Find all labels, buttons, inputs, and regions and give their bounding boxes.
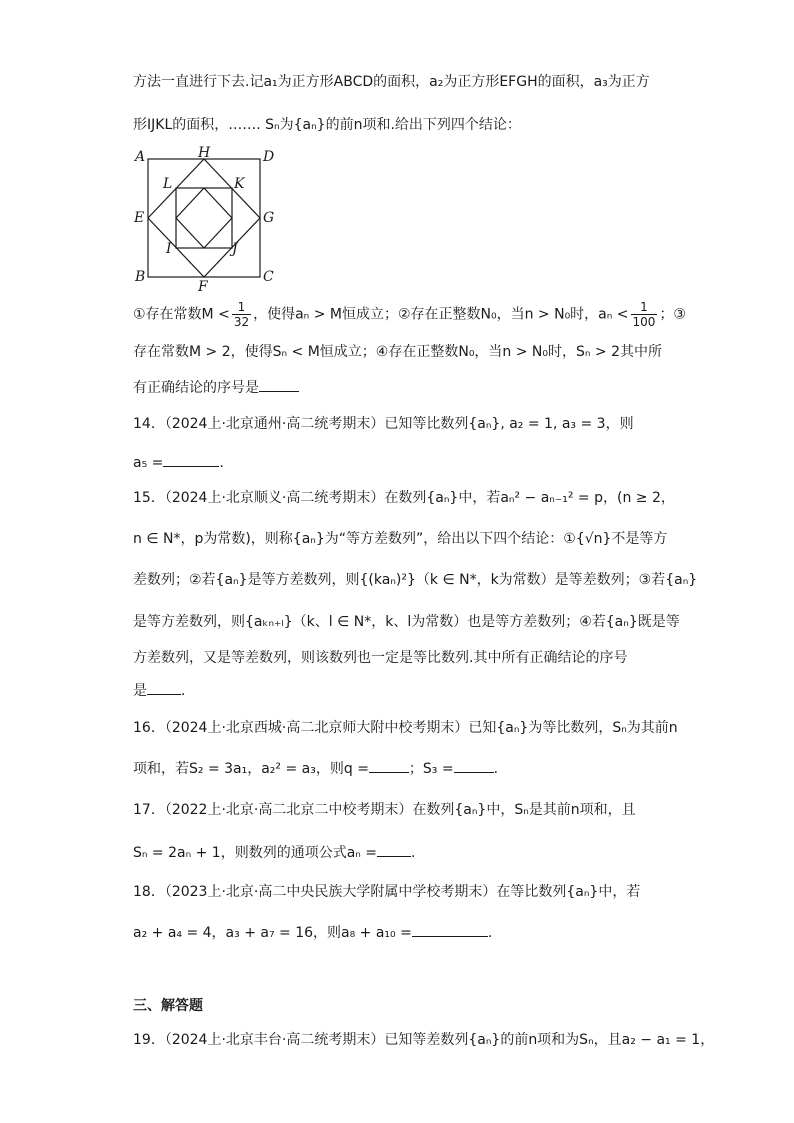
q14-answer-blank[interactable] [163, 452, 219, 467]
q16-answer-blank-s3[interactable] [454, 758, 494, 773]
label-F: F [198, 279, 208, 293]
q17-answer-blank[interactable] [377, 842, 411, 857]
q17-line-2: Sₙ = 2aₙ + 1，则数列的通项公式aₙ = . [133, 842, 673, 863]
q19-line-1: 19．（2024上·北京丰台·高二统考期末）已知等差数列{aₙ}的前n项和为Sₙ，且a₂ − a₁ = 1， [133, 1032, 715, 1048]
label-J: J [232, 241, 238, 257]
label-C: C [263, 269, 274, 285]
label-H: H [198, 145, 211, 161]
label-A: A [135, 149, 146, 165]
q16-answer-blank-q[interactable] [369, 758, 409, 773]
label-K: K [234, 176, 245, 192]
q15-line-2: n ∈ N*，p为常数)，则称{aₙ}为“等方差数列”，给出以下四个结论：①{√n}不是等方 [133, 531, 668, 547]
label-B: B [135, 269, 146, 285]
q15-line-1: 15．（2024上·北京顺义·高二统考期末）在数列{aₙ}中，若aₙ² − aₙ₋₁² = p，(n ≥ 2， [133, 490, 675, 506]
nested-squares-figure [128, 143, 288, 293]
label-E: E [134, 210, 145, 226]
q14-line-2: a₅ = . [133, 452, 673, 473]
q15-answer-blank[interactable] [147, 680, 181, 695]
q15-line-5: 方差数列，又是等差数列，则该数列也一定是等比数列.其中所有正确结论的序号 [133, 650, 628, 666]
intro-line-1: 方法一直进行下去.记a₁为正方形ABCD的面积，a₂为正方形EFGH的面积，a₃为正方 [133, 74, 650, 90]
label-L: L [163, 176, 173, 192]
q14-line-1: 14．（2024上·北京通州·高二统考期末）已知等比数列{aₙ}, a₂ = 1, a₃ = 3，则 [133, 416, 634, 432]
section-title-answer-questions: 三、解答题 [133, 998, 203, 1014]
label-G: G [263, 210, 275, 226]
label-D: D [263, 149, 275, 165]
label-I: I [166, 241, 172, 257]
q13-line-2: 存在常数M > 2，使得Sₙ < M恒成立；④存在正整数N₀，当n > N₀时，Sₙ > 2其中所 [133, 344, 663, 360]
q13-answer-blank[interactable] [259, 377, 299, 392]
q15-line-4: 是等方差数列，则{aₖₙ₊ₗ}（k、l ∈ N*，k、l为常数）也是等方差数列；④若{aₙ}既是等 [133, 614, 680, 630]
q15-line-3: 差数列；②若{aₙ}是等方差数列，则{(kaₙ)²}（k ∈ N*，k为常数）是等差数列；③若{aₙ} [133, 572, 698, 588]
intro-line-2: 形IJKL的面积，……. Sₙ为{aₙ}的前n项和.给出下列四个结论： [133, 117, 521, 133]
q13-line-1: ①存在常数M < $\frac{1}{32}$ ，使得aₙ > M恒成立；②存在正整数N₀，当n > N₀时，aₙ < $\frac{1}{100}$ ；③ [133, 300, 686, 329]
q18-line-1: 18．（2023上·北京·高二中央民族大学附属中学校考期末）在等比数列{aₙ}中，若 [133, 884, 641, 900]
q16-line-2: 项和，若S₂ = 3a₁，a₂² = a₃，则q = ；S₃ = . [133, 758, 673, 779]
q13-line-3: 有正确结论的序号是 [133, 377, 673, 398]
q18-answer-blank[interactable] [412, 922, 488, 937]
q17-line-1: 17．（2022上·北京·高二北京二中校考期末）在数列{aₙ}中，Sₙ是其前n项和，且 [133, 802, 636, 818]
q18-line-2: a₂ + a₄ = 4，a₃ + a₇ = 16，则a₈ + a₁₀ = . [133, 922, 673, 943]
q16-line-1: 16．（2024上·北京西城·高二北京师大附中校考期末）已知{aₙ}为等比数列，Sₙ为其前n [133, 720, 678, 736]
q15-line-6: 是 . [133, 680, 673, 701]
